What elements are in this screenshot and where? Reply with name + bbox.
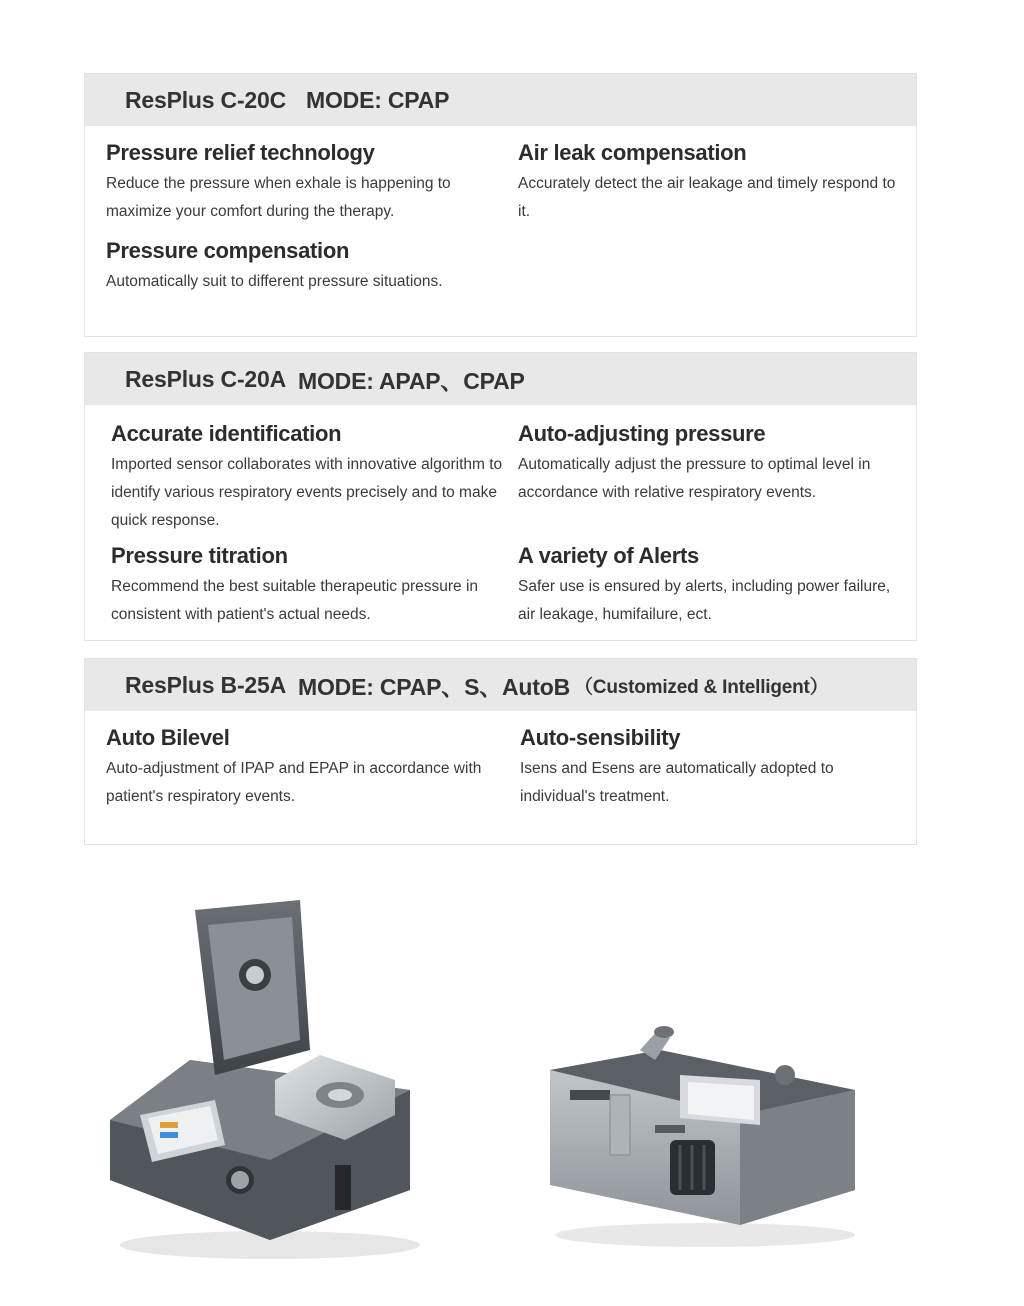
feature-auto-sensibility [520, 725, 913, 811]
feature-pressure-compensation [106, 238, 518, 296]
model-name: ResPlus B-25A [125, 671, 287, 698]
feature-title: Auto-adjusting pressure [518, 421, 766, 446]
mode-label: MODE: CPAP、S、AutoB [298, 673, 570, 700]
mode-label: MODE: CPAP [306, 86, 450, 113]
mode-note: （Customized & Intelligent） [574, 676, 829, 698]
mode-label: MODE: APAP、CPAP [298, 367, 525, 394]
feature-title: Pressure relief technology [106, 140, 375, 165]
feature-pressure-titration [111, 543, 518, 629]
section-c20a [84, 352, 917, 641]
section-header [85, 353, 916, 405]
feature-text: Auto-adjustment of IPAP and EPAP in accordance with patient's respiratory events. [106, 760, 482, 805]
feature-text: Recommend the best suitable therapeutic pressure in consistent with patient's actual needs. [111, 578, 479, 623]
feature-auto-bilevel [106, 725, 518, 811]
model-name: ResPlus C-20C [125, 86, 287, 113]
feature-text: Automatically suit to different pressure situations. [106, 273, 443, 290]
feature-title: Accurate identification [111, 421, 342, 446]
feature-text: Accurately detect the air leakage and timely respond to it. [518, 175, 896, 220]
feature-text: Reduce the pressure when exhale is happening to maximize your comfort during the therapy. [106, 175, 451, 220]
section-header [85, 74, 916, 126]
feature-pressure-relief [106, 140, 518, 226]
feature-title: A variety of Alerts [518, 543, 699, 568]
cpap-machine-icon [540, 1020, 870, 1260]
feature-alerts [518, 543, 913, 629]
feature-title: Air leak compensation [518, 140, 747, 165]
model-name: ResPlus C-20A [125, 365, 287, 392]
feature-auto-adjusting [518, 421, 913, 535]
section-c20c [84, 73, 917, 337]
feature-air-leak [518, 140, 913, 226]
feature-title: Pressure compensation [106, 238, 350, 263]
feature-title: Pressure titration [111, 543, 288, 568]
feature-title: Auto-sensibility [520, 725, 681, 750]
section-header [85, 659, 916, 711]
product-images [0, 880, 1024, 1280]
feature-text: Isens and Esens are automatically adopted to individual's treatment. [520, 760, 834, 805]
feature-text: Safer use is ensured by alerts, including power failure, air leakage, humifailure, ect. [518, 578, 891, 623]
feature-text: Automatically adjust the pressure to optimal level in accordance with relative respiratory events. [518, 456, 871, 501]
section-b25a [84, 658, 917, 845]
feature-text: Imported sensor collaborates with innovative algorithm to identify various respiratory events precisely and to make quick response. [111, 456, 503, 529]
cpap-machine-icon [100, 890, 430, 1270]
feature-accurate-identification [111, 421, 518, 535]
feature-title: Auto Bilevel [106, 725, 230, 750]
